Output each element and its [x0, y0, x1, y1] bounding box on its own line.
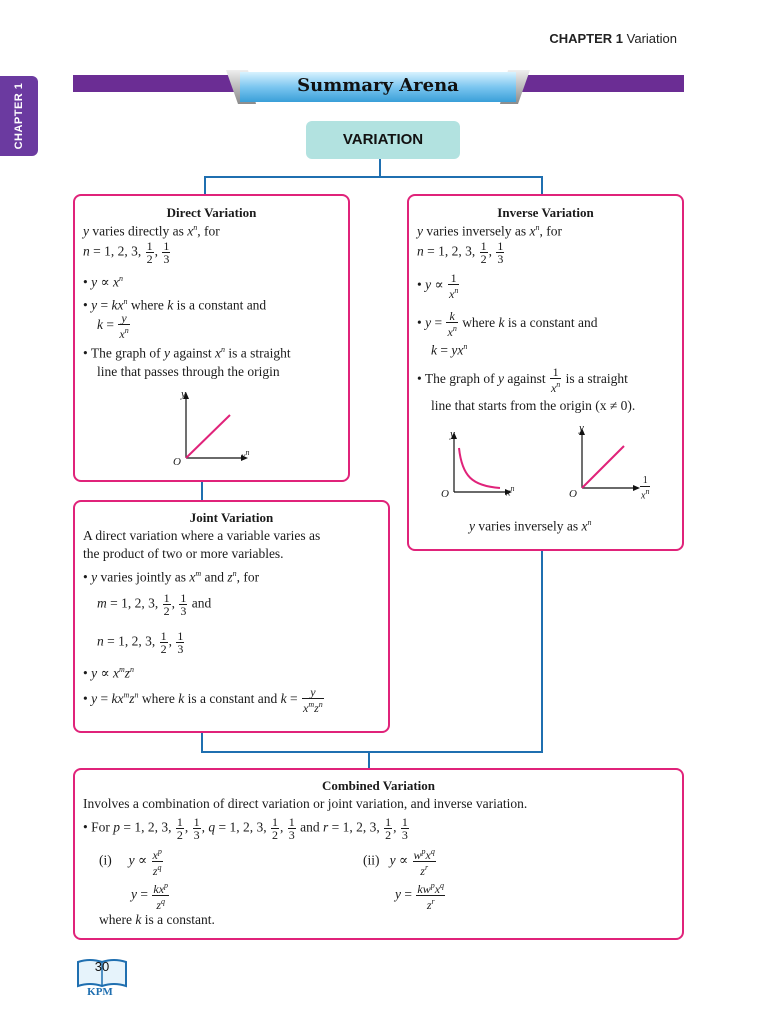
direct-bullet-graph: • The graph of y against $x^n$ is a straight [83, 345, 291, 361]
inverse-bullet-graph: • The graph of y against $\frac{1}{x^n}$ is a straight [417, 365, 628, 395]
inverse-curve-axis-x: $x^n$ [506, 484, 515, 499]
connector-root-down [379, 159, 381, 177]
joint-n-values: n = 1, 2, 3, $\frac{1}{2}$ , $\frac{1}{3}$ [97, 629, 184, 656]
joint-bullet-equation: • $y = kx^mz^n$ where k is a constant and k = $\frac{y}{x^mz^n}$ [83, 685, 323, 715]
inverse-caption: y varies inversely as $x^n$ [469, 518, 592, 534]
banner-title: Summary Arena [297, 75, 459, 96]
direct-axis-x: $x^n$ [241, 448, 250, 463]
page-footer [74, 956, 130, 1000]
inverse-bullet-proportional: • y ∝ $\frac{1}{x^n}$ [417, 271, 459, 301]
chapter-label: CHAPTER 1 [549, 31, 624, 46]
combined-title: Combined Variation [321, 778, 436, 793]
side-tab-label: CHAPTER 1 [13, 82, 25, 150]
direct-axis-y: y [181, 388, 186, 400]
connector-to-combined [368, 751, 370, 769]
inverse-definition: y varies inversely as $x^n$, for [417, 223, 562, 239]
joint-def-line2: the product of two or more variables. [83, 546, 284, 561]
combined-case-ii-equation: y = $\frac{kw^px^q}{z^r}$ [395, 881, 445, 912]
inverse-line-axis-y: y [579, 422, 584, 434]
connector-bottom-horizontal [201, 751, 543, 753]
connector-to-direct [204, 176, 206, 195]
joint-def-line1: A direct variation where a variable varies as [83, 528, 321, 543]
joint-variation-box [73, 500, 390, 733]
inverse-graph-desc: line that starts from the origin (x ≠ 0). [431, 398, 636, 413]
direct-title: Direct Variation [166, 205, 257, 220]
chapter-side-tab [0, 76, 38, 156]
publisher-logo: KPM [87, 986, 113, 998]
direct-graph-line [186, 415, 230, 458]
direct-bullet-proportional: • $y \propto x^n$ [83, 274, 123, 290]
inverse-straight-line [582, 446, 624, 488]
inverse-curve-axis-o: O [441, 488, 449, 500]
connector-to-inverse [541, 176, 543, 195]
inverse-title: Inverse Variation [497, 205, 594, 220]
direct-n-values: n = 1, 2, 3, $\frac{1}{2}$ , $\frac{1}{3}$ [83, 239, 170, 266]
direct-graph-desc: line that passes through the origin [97, 364, 280, 379]
variation-label: VARIATION [342, 131, 424, 148]
direct-variation-box [73, 194, 350, 482]
direct-axis-o: O [173, 456, 181, 468]
connector-direct-joint [201, 481, 203, 501]
direct-bullet-equation: • $y = kx^n$ where k is a constant and [83, 297, 267, 313]
inverse-bullet-equation: • y = $\frac{k}{x^n}$ where k is a constant and [417, 309, 598, 339]
combined-where: where k is a constant. [99, 912, 215, 927]
inverse-variation-box [407, 194, 684, 551]
chapter-name: Variation [626, 31, 677, 46]
running-head [549, 31, 677, 46]
combined-case-ii: (ii) y ∝ $\frac{w^px^q}{z^r}$ [363, 847, 435, 878]
combined-case-i-equation: y = $\frac{kx^p}{z^q}$ [131, 881, 169, 912]
combined-bullet-values: • For p = 1, 2, 3, $\frac{1}{2}$ , $\frac{1}{3}$ , q = 1, 2, 3, $\frac{1}{2}$ , $\frac{1}{3}$ and r = 1, 2, 3, $\frac{1}{2}$ , $\frac{1}{3}$ [83, 815, 408, 842]
inverse-line-axis-x: $\frac{1}{x^n}$ [641, 475, 650, 502]
summary-banner [226, 70, 530, 104]
inverse-line-axis-o: O [569, 488, 577, 500]
combined-definition: Involves a combination of direct variation or joint variation, and inverse variation. [83, 796, 528, 811]
joint-m-values: m = 1, 2, 3, $\frac{1}{2}$ , $\frac{1}{3}$ and [97, 591, 212, 618]
page-number: 30 [94, 959, 110, 974]
inverse-curve-axis-y: y [450, 428, 455, 440]
combined-case-i: (i) y ∝ $\frac{x^p}{z^q}$ [99, 847, 162, 878]
connector-inverse-down [541, 550, 543, 752]
connector-top-horizontal [204, 176, 543, 178]
inverse-curve-line [459, 448, 500, 488]
direct-definition: y varies directly as $x^n$, for [83, 223, 220, 239]
joint-bullet-proportional: • $y \propto x^mz^n$ [83, 665, 135, 681]
inverse-n-values: n = 1, 2, 3, $\frac{1}{2}$ , $\frac{1}{3}$ [417, 239, 504, 266]
combined-variation-box [73, 768, 684, 940]
connector-joint-down [201, 732, 203, 752]
joint-title: Joint Variation [189, 510, 274, 525]
inverse-k-formula: $k = yx^n$ [431, 342, 468, 358]
direct-k-formula: k = $\frac{y}{x^n}$ [97, 311, 129, 341]
variation-root [306, 121, 460, 159]
joint-bullet-jointly: • y varies jointly as $x^m$ and $z^n$, for [83, 569, 260, 585]
